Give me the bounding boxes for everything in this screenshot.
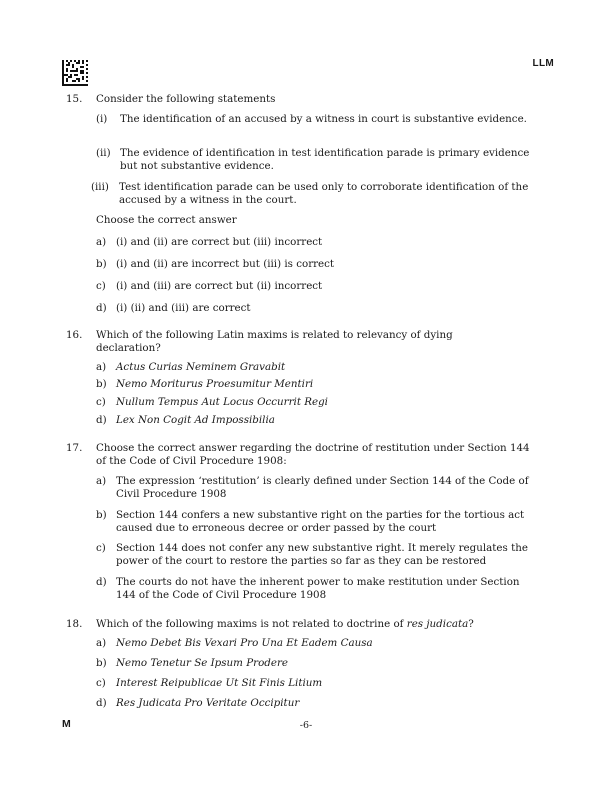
option-item [96, 396, 530, 409]
option-text: Nemo Debet Bis Vexari Pro Una Et Eadem Causa [116, 637, 373, 649]
page-number: -6- [299, 720, 313, 731]
option-item [96, 378, 530, 391]
option-text: (i) and (iii) are correct but (ii) incorrect [116, 280, 323, 292]
option-item [96, 258, 530, 271]
statement-text: The evidence of identification in test identification parade is primary evidence but not substantive evidence. [120, 147, 530, 172]
question-18 [66, 618, 530, 631]
question-number: 16. [66, 329, 83, 341]
footer-set-code: M [62, 718, 71, 730]
option-item [96, 637, 530, 650]
option-label: d) [96, 697, 107, 709]
option-item [96, 236, 530, 249]
option-label: c) [96, 396, 106, 408]
option-item [96, 302, 530, 315]
question-16 [66, 329, 530, 355]
option-item [96, 414, 530, 427]
question-number: 18. [66, 618, 83, 630]
stem-italic-term: res judicata [406, 618, 469, 630]
question-number: 17. [66, 442, 83, 454]
instruction-text: Choose the correct answer [96, 214, 237, 226]
option-text: Nullum Tempus Aut Locus Occurrit Regi [116, 396, 328, 408]
stem-end: ? [468, 618, 474, 630]
option-label: c) [96, 542, 106, 554]
statement-label: (ii) [96, 147, 111, 159]
question-stem [96, 618, 530, 631]
option-text: (i) and (ii) are correct but (iii) incorrect [116, 236, 323, 248]
option-item [96, 280, 530, 293]
statement-item [96, 147, 530, 173]
option-text: Nemo Tenetur Se Ipsum Prodere [116, 657, 288, 669]
question-17 [66, 442, 530, 468]
option-label: b) [96, 509, 107, 521]
question-stem: Consider the following statements [96, 93, 276, 105]
option-text: The expression ‘restitution’ is clearly defined under Section 144 of the Code of Civil Procedure 1908 [116, 475, 529, 500]
option-text: Section 144 confers a new substantive right on the parties for the tortious act caused due to erroneous decree or order passed by the court [116, 509, 525, 534]
option-item [96, 509, 530, 535]
statement-text: Test identification parade can be used only to corroborate identification of the accused by a witness in the court. [119, 181, 529, 206]
option-item [96, 475, 530, 501]
option-text: Actus Curias Neminem Gravabit [116, 361, 286, 373]
option-label: a) [96, 637, 107, 649]
option-label: b) [96, 657, 107, 669]
option-text: Nemo Moriturus Proesumitur Mentiri [116, 378, 314, 390]
question-number: 15. [66, 93, 83, 105]
option-label: a) [96, 236, 107, 248]
question-stem: Which of the following Latin maxims is related to relevancy of dying declaration? [96, 329, 453, 354]
datamatrix-barcode-icon [62, 60, 88, 86]
option-text: (i) and (ii) are incorrect but (iii) is correct [116, 258, 335, 270]
option-label: d) [96, 576, 107, 588]
statement-label: (iii) [91, 181, 109, 193]
option-item [96, 677, 530, 690]
option-item [96, 542, 530, 568]
option-item [96, 576, 530, 602]
option-label: b) [96, 258, 107, 270]
statement-text: The identification of an accused by a witness in court is substantive evidence. [120, 113, 527, 125]
option-text: The courts do not have the inherent power to make restitution under Section 144 of the Code of Civil Procedure 1908 [116, 576, 520, 601]
option-label: a) [96, 361, 107, 373]
question-15 [66, 93, 530, 106]
statement-label: (i) [96, 113, 108, 125]
option-item [96, 361, 530, 374]
option-item [96, 657, 530, 670]
option-label: c) [96, 280, 106, 292]
statement-item [96, 113, 530, 126]
question-stem: Choose the correct answer regarding the doctrine of restitution under Section 144 of the Code of Civil Procedure 1908: [96, 442, 530, 467]
option-item [96, 697, 530, 710]
option-label: d) [96, 302, 107, 314]
option-text: Lex Non Cogit Ad Impossibilia [116, 414, 275, 426]
option-label: b) [96, 378, 107, 390]
statement-item [91, 181, 530, 207]
option-text: Res Judicata Pro Veritate Occipitur [116, 697, 300, 709]
subject-code: LLM [532, 58, 554, 69]
option-text: Interest Reipublicae Ut Sit Finis Litium [116, 677, 323, 689]
stem-text: Which of the following maxims is not related to doctrine of [96, 618, 404, 630]
option-label: d) [96, 414, 107, 426]
option-text: (i) (ii) and (iii) are correct [116, 302, 251, 314]
option-text: Section 144 does not confer any new substantive right. It merely regulates the power of the court to restore the parties so far as they can be restored [116, 542, 528, 567]
option-label: a) [96, 475, 107, 487]
option-label: c) [96, 677, 106, 689]
